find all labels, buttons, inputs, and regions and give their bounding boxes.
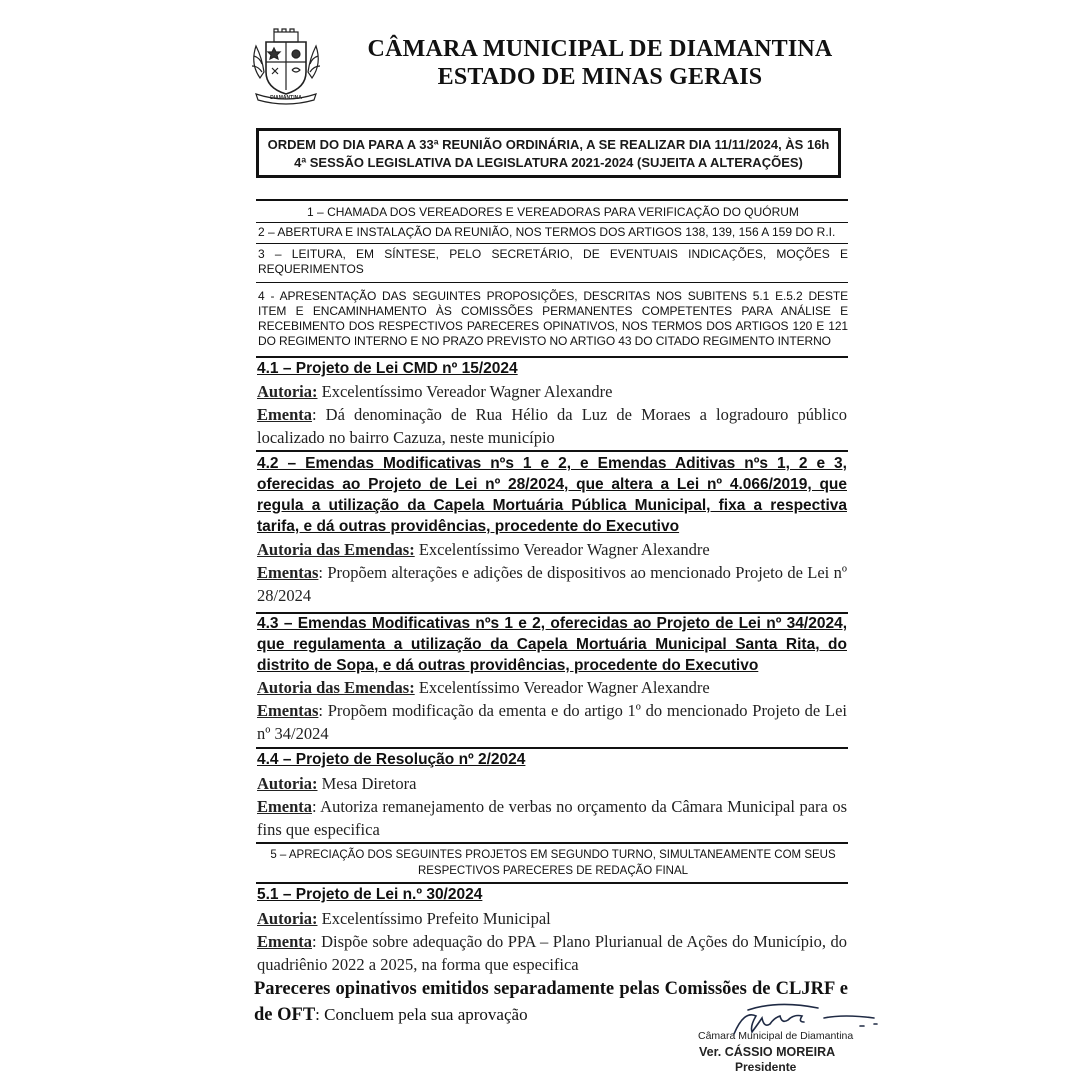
item-2: 2 – ABERTURA E INSTALAÇÃO DA REUNIÃO, NOS TERMOS DOS ARTIGOS 138, 139, 156 A 159 DO R.I. xyxy=(258,225,836,239)
autoria-line: Autoria das Emendas: Excelentíssimo Vereador Wagner Alexandre xyxy=(257,540,710,559)
state-name: ESTADO DE MINAS GERAIS xyxy=(437,64,763,90)
ementa-line: Ementas: Propõem alterações e adições de dispositivos ao mencionado Projeto de Lei nº 28/2024 xyxy=(257,563,847,605)
ementa-line: Ementa: Dispõe sobre adequação do PPA – Plano Plurianual de Ações do Município, do quadriênio 2022 a 2025, na forma que especifica xyxy=(257,932,847,974)
divider xyxy=(256,199,848,201)
section-4-2-body xyxy=(257,538,847,607)
section-4-2-title: 4.2 – Emendas Modificativas nºs 1 e 2, e Emendas Aditivas nºs 1, 2 e 3, oferecidas ao Projeto de Lei nº 28/2024, que altera a Lei nº 4.066/2019, que regula a utilização da Capela Mortuária Pública Municipal, fixa a respectiva tarifa, e dá outras providências, procedente do Executivo xyxy=(257,455,847,535)
municipal-coat-of-arms xyxy=(246,28,326,108)
section-4-4-body xyxy=(257,772,847,841)
divider xyxy=(256,842,848,844)
section-4-1-body xyxy=(257,380,847,449)
divider xyxy=(256,222,848,223)
item-1: 1 – CHAMADA DOS VEREADORES E VEREADORAS PARA VERIFICAÇÃO DO QUÓRUM xyxy=(307,205,799,219)
section-4-3-title: 4.3 – Emendas Modificativas nºs 1 e 2, oferecidas ao Projeto de Lei nº 34/2024, que regulamenta a utilização da Capela Mortuária Municipal Santa Rita, do distrito de Sopa, e dá outras providências, procedente do Executivo xyxy=(257,615,847,674)
signature-organization: Câmara Municipal de Diamantina xyxy=(698,1030,854,1042)
ementa-line: Ementas: Propõem modificação da ementa e do artigo 1º do mencionado Projeto de Lei nº 34/2024 xyxy=(257,701,847,743)
agenda-meeting-line: ORDEM DO DIA PARA A 33ª REUNIÃO ORDINÁRIA, A SE REALIZAR DIA 11/11/2024, ÀS 16h xyxy=(267,137,830,152)
autoria-line: Autoria: Excelentíssimo Prefeito Municipal xyxy=(257,909,551,928)
chamber-name: CÂMARA MUNICIPAL DE DIAMANTINA xyxy=(367,36,833,62)
agenda-header-box xyxy=(256,128,841,178)
divider xyxy=(256,450,848,452)
svg-text:DIAMANTINA: DIAMANTINA xyxy=(270,95,302,101)
divider xyxy=(256,243,848,244)
ementa-line: Ementa: Dá denominação de Rua Hélio da Luz de Moraes a logradouro público localizado no bairro Cazuza, neste município xyxy=(257,405,847,447)
item-4: 4 - APRESENTAÇÃO DAS SEGUINTES PROPOSIÇÕES, DESCRITAS NOS SUBITENS 5.1 E.5.2 DESTE ITEM E ENCAMINHAMENTO ÀS COMISSÕES PERMANENTES COMPETENTES PARA ANÁLISE E RECEBIMENTO DOS RESPECTIVOS PARECERES OPINATIVOS, NOS TERMOS DOS ARTIGOS 120 E 121 DO REGIMENTO INTERNO E NO PRAZO PREVISTO NO ARTIGO 43 DO CITADO REGIMENTO INTERNO xyxy=(258,289,848,348)
section-5-1-body xyxy=(257,907,847,976)
signatory-role: Presidente xyxy=(735,1060,797,1074)
autoria-line: Autoria das Emendas: Excelentíssimo Vereador Wagner Alexandre xyxy=(257,678,710,697)
pareceres-paragraph: Pareceres opinativos emitidos separadamente pelas Comissões de CLJRF e de OFT: Concluem pela sua aprovação xyxy=(254,979,848,1025)
agenda-session-line: 4ª SESSÃO LEGISLATIVA DA LEGISLATURA 2021-2024 (SUJEITA A ALTERAÇÕES) xyxy=(294,155,803,170)
autoria-line: Autoria: Excelentíssimo Vereador Wagner Alexandre xyxy=(257,382,613,401)
section-4-3-body xyxy=(257,676,847,745)
item-3: 3 – LEITURA, EM SÍNTESE, PELO SECRETÁRIO, DE EVENTUAIS INDICAÇÕES, MOÇÕES E REQUERIMENTOS xyxy=(258,247,848,276)
ementa-line: Ementa: Autoriza remanejamento de verbas no orçamento da Câmara Municipal para os fins que especifica xyxy=(257,797,847,839)
section-4-1-title: 4.1 – Projeto de Lei CMD nº 15/2024 xyxy=(257,360,518,377)
section-4-4-title: 4.4 – Projeto de Resolução nº 2/2024 xyxy=(257,751,526,768)
item-5: 5 – APRECIAÇÃO DOS SEGUINTES PROJETOS EM SEGUNDO TURNO, SIMULTANEAMENTE COM SEUS RESPECTIVOS PARECERES DE REDAÇÃO FINAL xyxy=(270,849,836,877)
autoria-line: Autoria: Mesa Diretora xyxy=(257,774,417,793)
signatory-name: Ver. CÁSSIO MOREIRA xyxy=(699,1045,836,1059)
divider xyxy=(256,282,848,283)
section-5-1-title: 5.1 – Projeto de Lei n.º 30/2024 xyxy=(257,886,483,903)
